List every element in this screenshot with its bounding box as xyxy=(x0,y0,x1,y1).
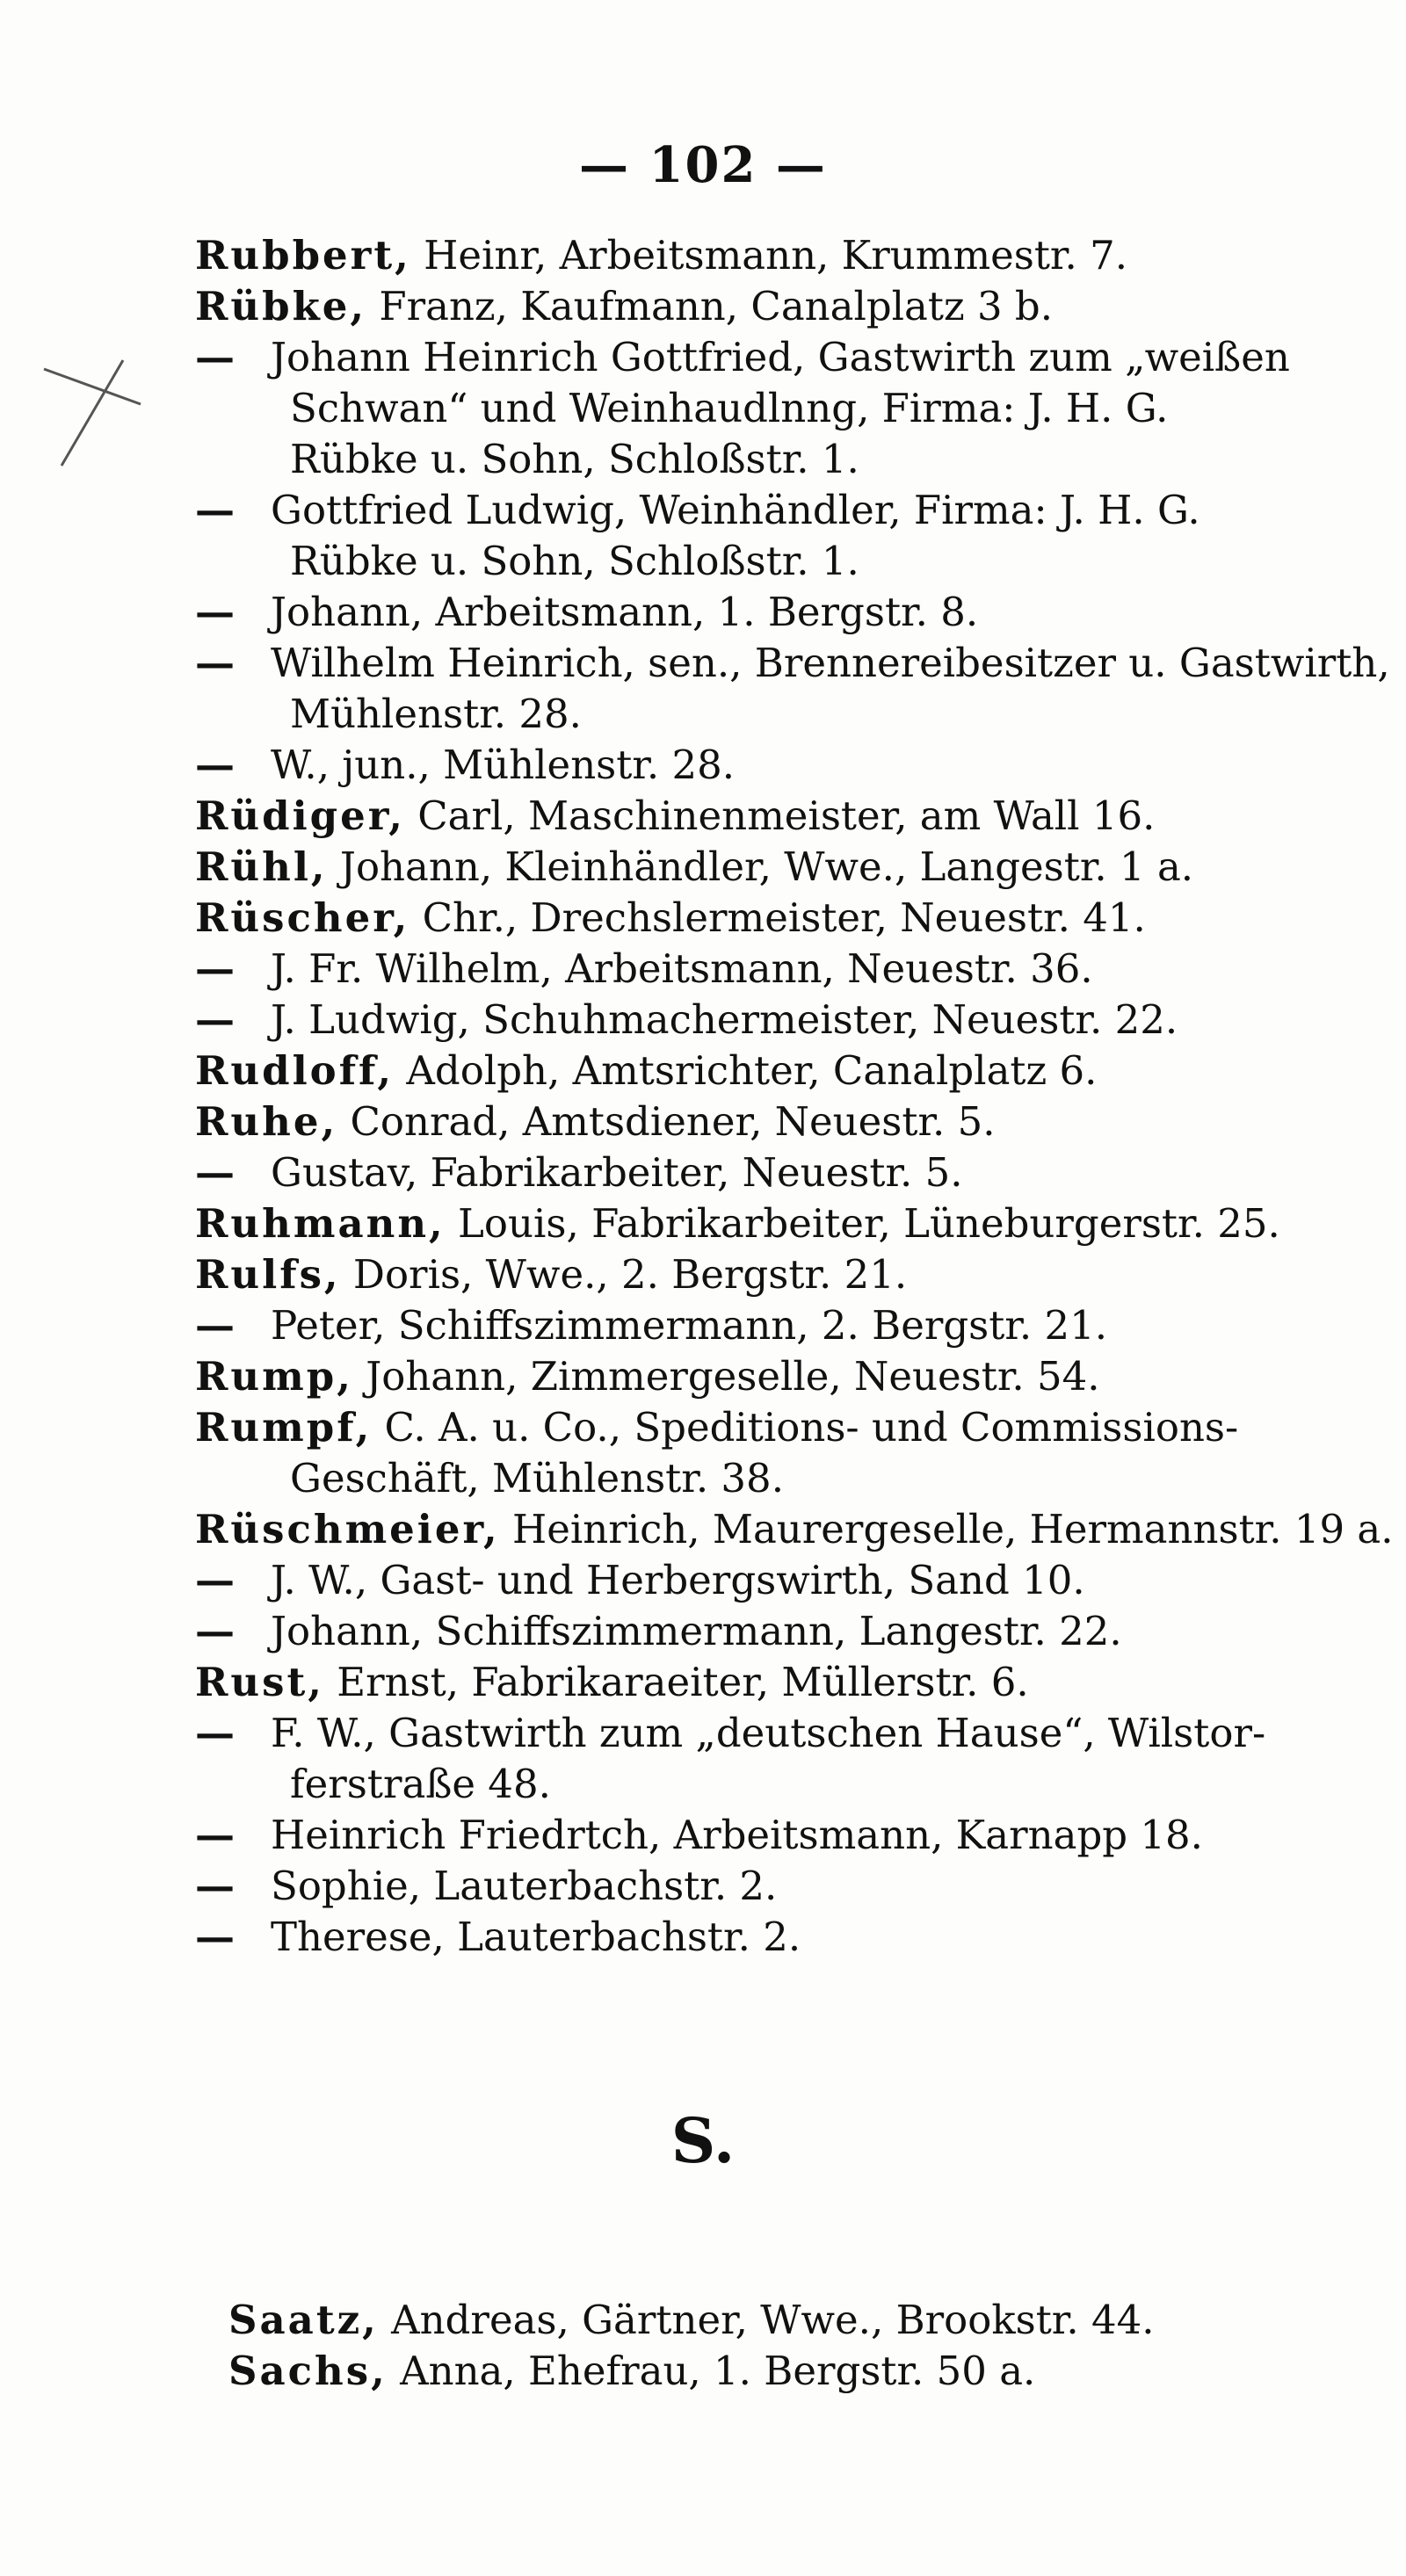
entry-text: Gottfried Ludwig, Weinhändler, Firma: J. H. G. xyxy=(271,487,1200,533)
entry-surname: Rübke, xyxy=(195,283,367,329)
entry-text: Louis, Fabrikarbeiter, Lüneburgerstr. 25. xyxy=(458,1200,1280,1247)
entry-surname: Rühl, xyxy=(195,843,328,890)
directory-entry xyxy=(195,1046,1346,1096)
entry-surname: Rüdiger, xyxy=(195,792,405,839)
ditto-dash: — xyxy=(195,1302,235,1349)
directory-entry xyxy=(195,1657,1346,1708)
directory-entry xyxy=(195,332,1346,485)
directory-entry xyxy=(195,944,1346,995)
directory-entry xyxy=(195,230,1346,281)
entry-line xyxy=(195,1249,1346,1300)
directory-entry xyxy=(195,1504,1394,1555)
entry-text: Therese, Lauterbachstr. 2. xyxy=(271,1914,801,1960)
directory-entry xyxy=(195,281,1346,332)
entry-surname: Rust, xyxy=(195,1659,324,1705)
entry-text: Anna, Ehefrau, 1. Bergstr. 50 a. xyxy=(400,2348,1036,2394)
entry-continuation-line xyxy=(195,434,1346,485)
entry-surname: Sachs, xyxy=(228,2348,388,2394)
directory-entry xyxy=(195,1606,1346,1657)
directory-entry xyxy=(195,740,1346,791)
entry-surname: Rüscher, xyxy=(195,894,410,941)
entry-line xyxy=(195,1810,1346,1861)
entry-line xyxy=(195,995,1346,1046)
directory-entry xyxy=(195,1555,1346,1606)
entry-line xyxy=(195,1657,1346,1708)
entry-text: Ernst, Fabrikaraeiter, Müllerstr. 6. xyxy=(337,1659,1029,1705)
entry-text: Johann Heinrich Gottfried, Gastwirth zum „weißen xyxy=(271,334,1290,380)
entry-text: Wilhelm Heinrich, sen., Brennereibesitzer u. Gastwirth, xyxy=(271,640,1390,686)
directory-entries xyxy=(195,230,1394,1963)
directory-entry xyxy=(228,2346,1371,2397)
directory-entry xyxy=(195,791,1346,842)
entry-text: Johann, Kleinhändler, Wwe., Langestr. 1 a. xyxy=(339,843,1194,890)
ditto-dash: — xyxy=(195,589,235,635)
ditto-dash: — xyxy=(195,1149,235,1196)
directory-entry xyxy=(195,842,1346,893)
directory-entry xyxy=(195,995,1346,1046)
entry-line xyxy=(195,1046,1346,1096)
entry-continuation-line xyxy=(195,383,1346,434)
entry-text: Conrad, Amtsdiener, Neuestr. 5. xyxy=(350,1098,996,1145)
entry-line xyxy=(195,638,1390,689)
ditto-dash: — xyxy=(195,487,235,533)
directory-entry xyxy=(195,1198,1346,1249)
entry-text: Heinr, Arbeitsmann, Krummestr. 7. xyxy=(424,232,1128,279)
entry-text: ferstraße 48. xyxy=(290,1761,551,1807)
entry-line xyxy=(195,332,1346,383)
entry-line xyxy=(195,1198,1346,1249)
directory-entries-s xyxy=(228,2295,1371,2397)
entry-text: Carl, Maschinenmeister, am Wall 16. xyxy=(417,792,1156,839)
entry-line xyxy=(195,1402,1346,1453)
entry-surname: Rudloff, xyxy=(195,1047,395,1094)
entry-text: Johann, Arbeitsmann, 1. Bergstr. 8. xyxy=(271,589,979,635)
entry-continuation-line xyxy=(195,536,1346,587)
entry-surname: Ruhmann, xyxy=(195,1200,446,1247)
page-number: — 102 — xyxy=(579,136,827,194)
entry-line xyxy=(195,791,1346,842)
entry-line xyxy=(195,485,1346,536)
entry-surname: Ruhe, xyxy=(195,1098,338,1145)
entry-line xyxy=(195,842,1346,893)
directory-entry xyxy=(195,638,1390,740)
pencil-cross-mark-icon xyxy=(35,351,149,474)
entry-text: J. Fr. Wilhelm, Arbeitsmann, Neuestr. 36. xyxy=(271,945,1093,992)
entry-line xyxy=(228,2346,1371,2397)
directory-entry xyxy=(195,1300,1346,1351)
entry-line xyxy=(195,587,1346,638)
entry-line xyxy=(195,1351,1346,1402)
entry-text: Johann, Schiffszimmermann, Langestr. 22. xyxy=(271,1608,1122,1654)
entry-surname: Rüschmeier, xyxy=(195,1506,500,1552)
ditto-dash: — xyxy=(195,996,235,1043)
ditto-dash: — xyxy=(195,1914,235,1960)
directory-entry xyxy=(195,485,1346,587)
entry-line xyxy=(195,1912,1346,1963)
directory-entry xyxy=(195,1402,1346,1504)
entry-line xyxy=(195,1147,1346,1198)
entry-line xyxy=(195,1096,1346,1147)
entry-continuation-line xyxy=(195,1759,1346,1810)
directory-entry xyxy=(195,1912,1346,1963)
directory-entry xyxy=(195,893,1346,944)
entry-surname: Rulfs, xyxy=(195,1251,341,1298)
directory-entry xyxy=(195,1351,1346,1402)
section-letter-heading: S. xyxy=(670,2104,736,2177)
entry-text: J. Ludwig, Schuhmachermeister, Neuestr. 22. xyxy=(271,996,1178,1043)
entry-line xyxy=(195,1555,1346,1606)
entry-text: Peter, Schiffszimmermann, 2. Bergstr. 21. xyxy=(271,1302,1108,1349)
entry-text: Sophie, Lauterbachstr. 2. xyxy=(271,1863,778,1909)
ditto-dash: — xyxy=(195,1608,235,1654)
ditto-dash: — xyxy=(195,334,235,380)
directory-entry xyxy=(195,587,1346,638)
entry-continuation-line xyxy=(195,689,1346,740)
entry-text: Schwan“ und Weinhaudlnng, Firma: J. H. G. xyxy=(290,385,1169,431)
entry-line xyxy=(195,1606,1346,1657)
directory-entry xyxy=(195,1708,1346,1810)
entry-text: Andreas, Gärtner, Wwe., Brookstr. 44. xyxy=(391,2297,1155,2343)
entry-text: Mühlenstr. 28. xyxy=(290,691,582,737)
entry-surname: Rumpf, xyxy=(195,1404,373,1451)
entry-line xyxy=(195,1861,1346,1912)
entry-line xyxy=(195,1708,1346,1759)
directory-entry xyxy=(195,1096,1346,1147)
entry-text: Adolph, Amtsrichter, Canalplatz 6. xyxy=(406,1047,1098,1094)
entry-line xyxy=(195,230,1346,281)
entry-surname: Saatz, xyxy=(228,2297,379,2343)
directory-entry xyxy=(195,1249,1346,1300)
ditto-dash: — xyxy=(195,945,235,992)
entry-text: Franz, Kaufmann, Canalplatz 3 b. xyxy=(379,283,1054,329)
entry-line xyxy=(195,740,1346,791)
entry-line xyxy=(195,893,1346,944)
ditto-dash: — xyxy=(195,1812,235,1858)
entry-surname: Rump, xyxy=(195,1353,353,1400)
entry-line xyxy=(228,2295,1371,2346)
entry-text: Heinrich Friedrtch, Arbeitsmann, Karnapp 18. xyxy=(271,1812,1203,1858)
ditto-dash: — xyxy=(195,1710,235,1756)
entry-text: Chr., Drechslermeister, Neuestr. 41. xyxy=(422,894,1146,941)
directory-entry xyxy=(195,1147,1346,1198)
entry-surname: Rubbert, xyxy=(195,232,411,279)
entry-continuation-line xyxy=(195,1453,1346,1504)
ditto-dash: — xyxy=(195,742,235,788)
entry-text: F. W., Gastwirth zum „deutschen Hause“, Wilstor- xyxy=(271,1710,1266,1756)
directory-entry xyxy=(195,1810,1346,1861)
entry-text: C. A. u. Co., Speditions- und Commissions- xyxy=(384,1404,1239,1451)
ditto-dash: — xyxy=(195,1557,235,1603)
ditto-dash: — xyxy=(195,640,235,686)
entry-line xyxy=(195,1300,1346,1351)
ditto-dash: — xyxy=(195,1863,235,1909)
directory-entry xyxy=(195,1861,1346,1912)
entry-text: Rübke u. Sohn, Schloßstr. 1. xyxy=(290,436,859,482)
entry-text: J. W., Gast- und Herbergswirth, Sand 10. xyxy=(271,1557,1085,1603)
entry-text: Rübke u. Sohn, Schloßstr. 1. xyxy=(290,538,859,584)
entry-text: Doris, Wwe., 2. Bergstr. 21. xyxy=(352,1251,908,1298)
entry-text: Gustav, Fabrikarbeiter, Neuestr. 5. xyxy=(271,1149,963,1196)
entry-text: W., jun., Mühlenstr. 28. xyxy=(271,742,736,788)
entry-text: Geschäft, Mühlenstr. 38. xyxy=(290,1455,784,1501)
entry-line xyxy=(195,281,1346,332)
entry-line xyxy=(195,1504,1394,1555)
entry-text: Heinrich, Maurergeselle, Hermannstr. 19 a. xyxy=(511,1506,1394,1552)
directory-entry xyxy=(228,2295,1371,2346)
entry-line xyxy=(195,944,1346,995)
entry-text: Johann, Zimmergeselle, Neuestr. 54. xyxy=(366,1353,1100,1400)
